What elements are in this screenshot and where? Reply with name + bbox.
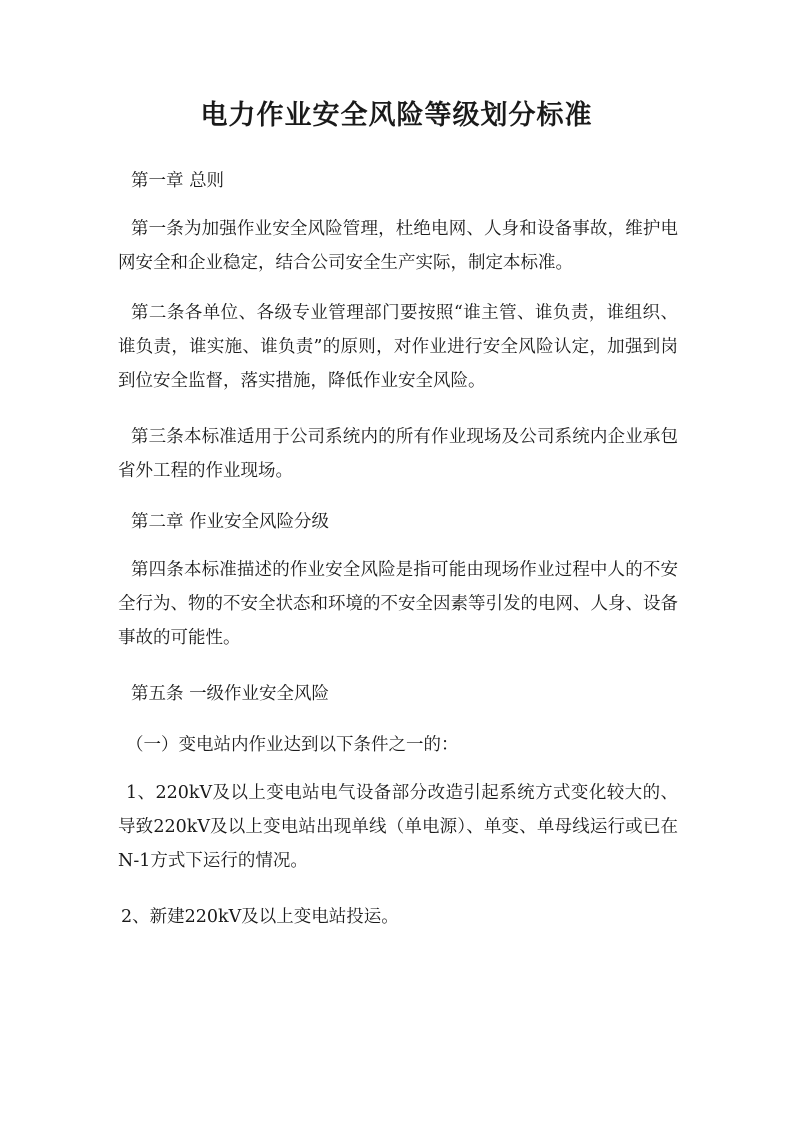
article-1-paragraph: 第一条为加强作业安全风险管理，杜绝电网、人身和设备事故，维护电网安全和企业稳定，结合公司安全生产实际，制定本标准。 — [118, 219, 678, 273]
article-5-heading: 第五条 一级作业安全风险 — [131, 684, 330, 704]
article-4-paragraph: 第四条本标准描述的作业安全风险是指可能由现场作业过程中人的不安全行为、物的不安全状态和环境的不安全因素等引发的电网、人身、设备事故的可能性。 — [118, 560, 678, 648]
document-title: 电力作业安全风险等级划分标准 — [200, 100, 593, 131]
article-2-paragraph: 第二条各单位、各级专业管理部门要按照“谁主管、谁负责，谁组织、谁负责，谁实施、谁负责”的原则，对作业进行安全风险认定，加强到岗到位安全监督，落实措施，降低作业安全风险。 — [118, 303, 678, 391]
item-2-paragraph: 2、新建220kV及以上变电站投运。 — [121, 907, 399, 927]
chapter-1-heading: 第一章 总则 — [131, 171, 225, 191]
section-1-heading: （一）变电站内作业达到以下条件之一的： — [126, 735, 459, 755]
article-3-paragraph: 第三条本标准适用于公司系统内的所有作业现场及公司系统内企业承包省外工程的作业现场。 — [118, 427, 678, 481]
chapter-2-heading: 第二章 作业安全风险分级 — [131, 512, 330, 532]
item-1-paragraph: 1、220kV及以上变电站电气设备部分改造引起系统方式变化较大的、导致220kV及以上变电站出现单线（单电源）、单变、单母线运行或已在N-1方式下运行的情况。 — [118, 783, 678, 871]
